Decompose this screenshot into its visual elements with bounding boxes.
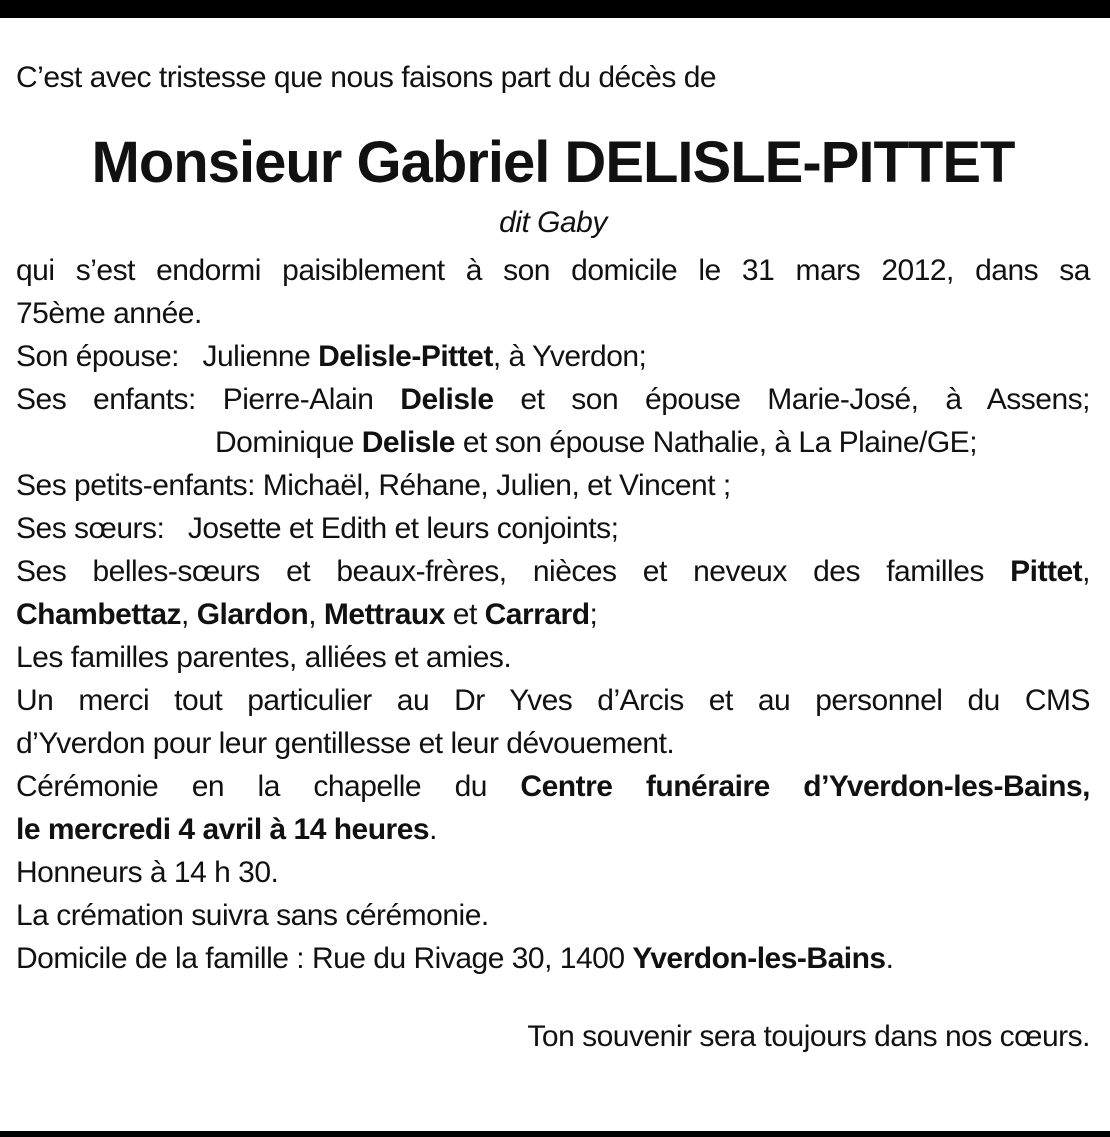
spouse-label: Son épouse:	[16, 340, 179, 373]
family-home-address: Domicile de la famille : Rue du Rivage 30, 1400	[16, 942, 625, 975]
sisters-label: Ses sœurs:	[16, 512, 165, 545]
deceased-nickname: dit Gaby	[499, 206, 607, 239]
ceremony-date: le mercredi 4 avril à 14 heures	[16, 813, 430, 846]
family-mettraux: Mettraux	[323, 598, 445, 631]
child-2-details: et son épouse Nathalie, à La Plaine/GE;	[462, 426, 978, 459]
death-line-2: 75ème année.	[16, 297, 202, 330]
inlaws-and: et	[452, 598, 477, 631]
death-notice	[16, 56, 1090, 1058]
thanks-line-1: Un merci tout particulier au Dr Yves d’Arcis et au personnel du CMS	[16, 684, 1090, 717]
deceased-name: Monsieur Gabriel DELISLE-PITTET	[91, 130, 1015, 195]
spouse-surname: Delisle-Pittet	[318, 340, 493, 373]
inlaws-paragraph: Ses belles-sœurs et beaux-frères, nièces et neveux des familles Pittet, Chambettaz, Glardon, Mettraux et Carrard;	[16, 555, 1090, 631]
family-home-city: Yverdon-les-Bains	[632, 942, 886, 975]
family-carrard: Carrard	[484, 598, 590, 631]
relatives-line: Les familles parentes, alliées et amies.	[16, 641, 512, 674]
children-line-2	[16, 421, 1090, 464]
ceremony-line-1	[16, 765, 1090, 808]
closing-line: Ton souvenir sera toujours dans nos cœurs.	[527, 1020, 1090, 1053]
family-home-line: Domicile de la famille : Rue du Rivage 30, 1400 Yverdon-les-Bains.	[16, 942, 894, 975]
top-border-rule	[0, 0, 1110, 18]
children-line-1	[16, 378, 1090, 421]
family-chambettaz: Chambettaz	[16, 598, 182, 631]
child-1-details: et son épouse Marie-José, à Assens;	[520, 383, 1090, 416]
child-2-first-name: Dominique	[215, 426, 354, 459]
honours-line: Honneurs à 14 h 30.	[16, 856, 279, 889]
family-glardon: Glardon	[196, 598, 309, 631]
child-2-surname: Delisle	[361, 426, 455, 459]
death-line-1: qui s’est endormi paisiblement à son domicile le 31 mars 2012, dans sa	[16, 254, 1090, 287]
cremation-line: La crémation suivra sans cérémonie.	[16, 899, 489, 932]
notice-intro: C’est avec tristesse que nous faisons part du décès de	[16, 61, 717, 94]
children-label: Ses enfants:	[16, 383, 196, 416]
spouse-first-name: Julienne	[202, 340, 311, 373]
child-1-first-name: Pierre-Alain	[222, 383, 374, 416]
sisters-text: Josette et Edith et leurs conjoints;	[187, 512, 619, 545]
family-pittet: Pittet	[1010, 555, 1083, 588]
bottom-border-rule	[0, 1131, 1110, 1137]
child-1-surname: Delisle	[400, 383, 494, 416]
ceremony-place: Centre funéraire d’Yverdon-les-Bains,	[520, 770, 1090, 803]
spouse-place: , à Yverdon;	[492, 340, 647, 373]
ceremony-line-2: le mercredi 4 avril à 14 heures.	[16, 813, 437, 846]
spouse-line	[16, 335, 1090, 378]
sisters-line	[16, 507, 1090, 550]
ceremony-prefix: Cérémonie en la chapelle du	[16, 770, 487, 803]
grandchildren-line: Ses petits-enfants: Michaël, Réhane, Julien, et Vincent ;	[16, 469, 731, 502]
thanks-line-2: d’Yverdon pour leur gentillesse et leur dévouement.	[16, 727, 675, 760]
inlaws-text: Ses belles-sœurs et beaux-frères, nièces et neveux des familles	[16, 555, 984, 588]
